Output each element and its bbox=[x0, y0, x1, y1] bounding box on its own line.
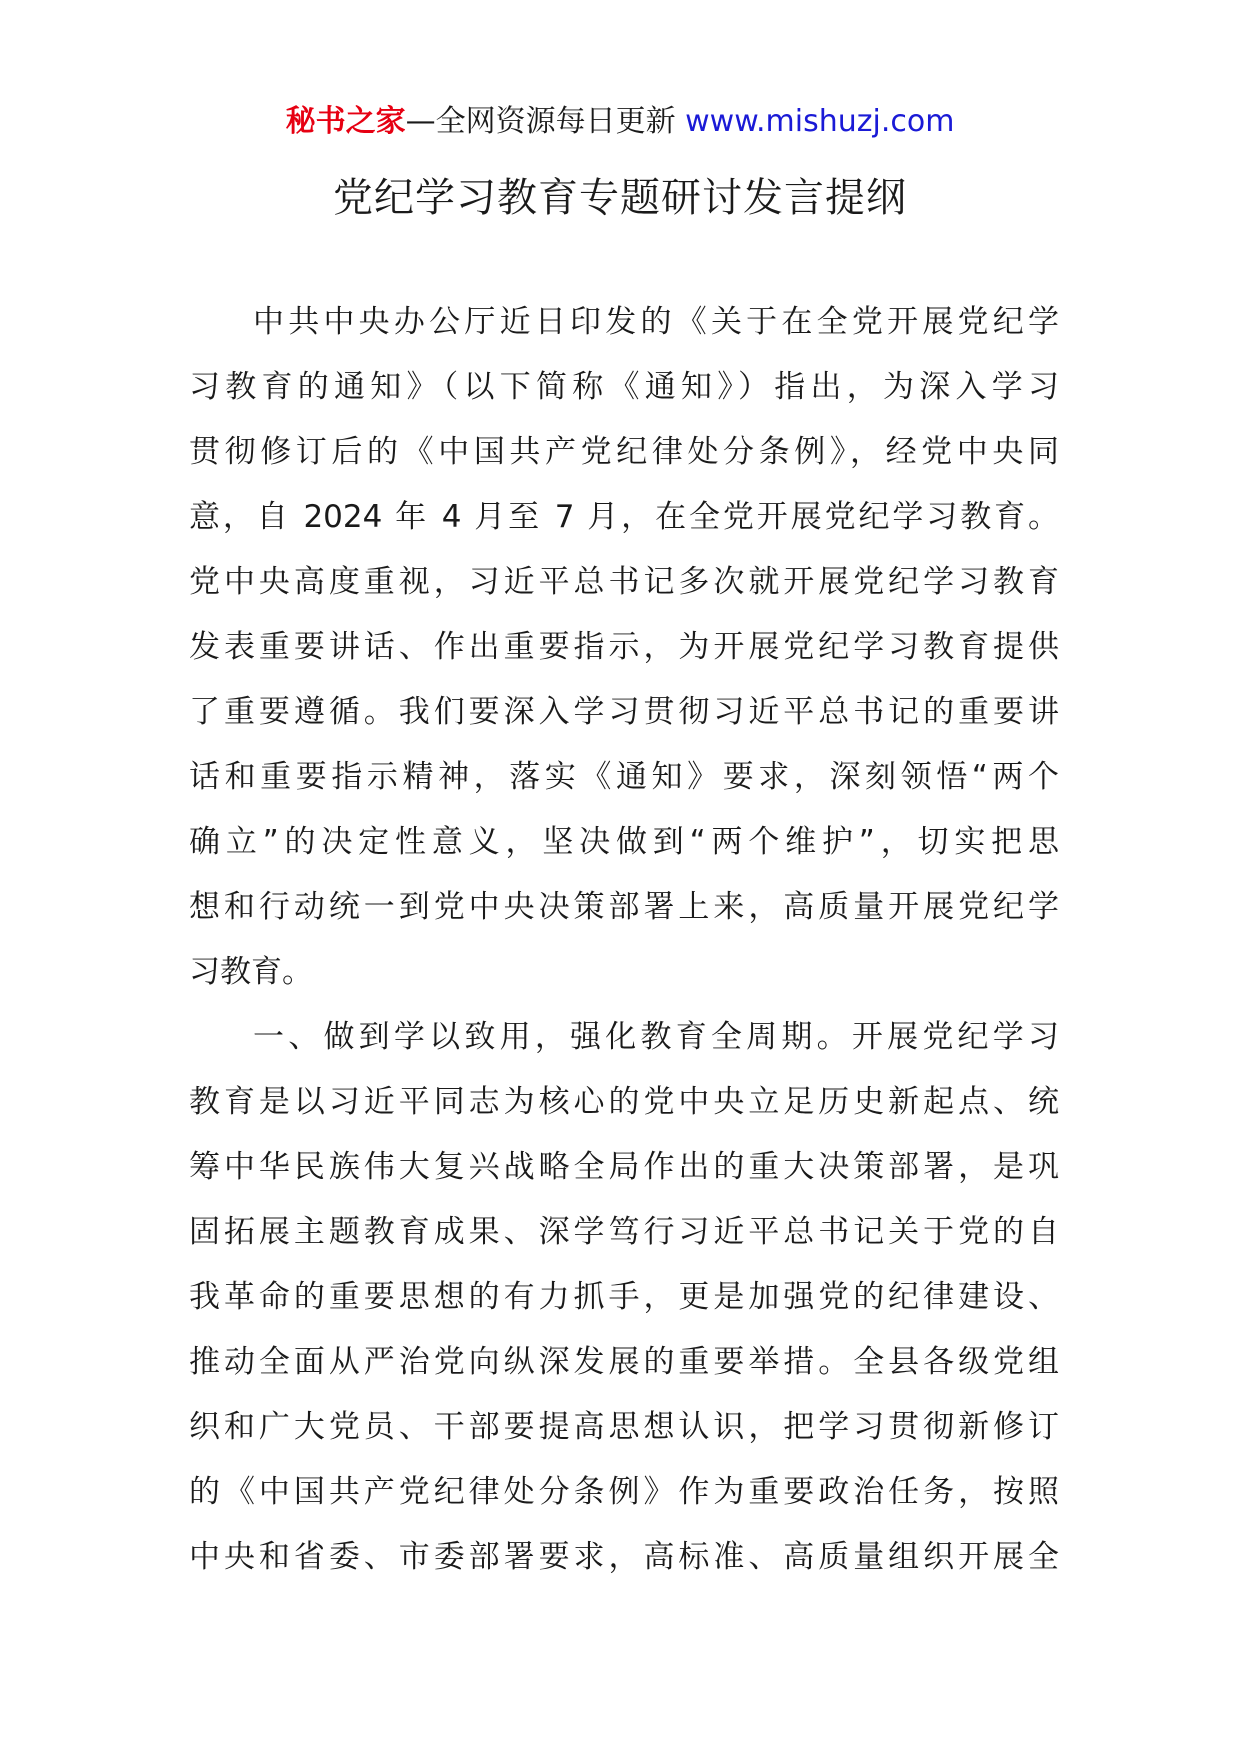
document-body bbox=[189, 290, 1059, 1590]
text-line: 推动全面从严治党向纵深发展的重要举措。全县各级党组 bbox=[189, 1344, 1059, 1380]
text-line: 想和行动统一到党中央决策部署上来，高质量开展党纪学 bbox=[189, 889, 1059, 925]
header-tagline: —全网资源每日更新 bbox=[405, 104, 676, 139]
section-heading-line: 一、做到学以致用，强化教育全周期。开展党纪学习 bbox=[253, 1019, 1059, 1055]
text-line: 固拓展主题教育成果、深学笃行习近平总书记关于党的自 bbox=[189, 1214, 1059, 1250]
text-line: 习教育的通知》（以下简称《通知》）指出，为深入学习 bbox=[189, 369, 1059, 405]
text-line: 的《中国共产党纪律处分条例》作为重要政治任务，按照 bbox=[189, 1474, 1059, 1510]
text-line: 了重要遵循。我们要深入学习贯彻习近平总书记的重要讲 bbox=[189, 694, 1059, 730]
document-title: 党纪学习教育专题研讨发言提纲 bbox=[333, 175, 907, 221]
text-line: 习教育。 bbox=[189, 954, 313, 990]
text-line: 贯彻修订后的《中国共产党纪律处分条例》，经党中央同 bbox=[189, 434, 1059, 470]
site-header bbox=[0, 100, 1240, 144]
text-line: 中共中央办公厅近日印发的《关于在全党开展党纪学 bbox=[253, 304, 1059, 340]
text-line: 确立”的决定性意义，坚决做到“两个维护”，切实把思 bbox=[189, 824, 1059, 860]
text-line: 筹中华民族伟大复兴战略全局作出的重大决策部署，是巩 bbox=[189, 1149, 1059, 1185]
brand-name: 秘书之家 bbox=[285, 104, 406, 139]
site-url-link[interactable]: www.mishuzj.com bbox=[685, 104, 955, 139]
text-line: 中央和省委、市委部署要求，高标准、高质量组织开展全 bbox=[189, 1539, 1059, 1575]
text-line: 党中央高度重视，习近平总书记多次就开展党纪学习教育 bbox=[189, 564, 1059, 600]
text-line: 教育是以习近平同志为核心的党中央立足历史新起点、统 bbox=[189, 1084, 1059, 1120]
text-line: 织和广大党员、干部要提高思想认识，把学习贯彻新修订 bbox=[189, 1409, 1059, 1445]
text-line: 发表重要讲话、作出重要指示，为开展党纪学习教育提供 bbox=[189, 629, 1059, 665]
text-line: 意，自 2024 年 4 月至 7 月，在全党开展党纪学习教育。 bbox=[189, 499, 1059, 535]
text-line: 我革命的重要思想的有力抓手，更是加强党的纪律建设、 bbox=[189, 1279, 1059, 1315]
text-line: 话和重要指示精神，落实《通知》要求，深刻领悟“两个 bbox=[189, 759, 1059, 795]
